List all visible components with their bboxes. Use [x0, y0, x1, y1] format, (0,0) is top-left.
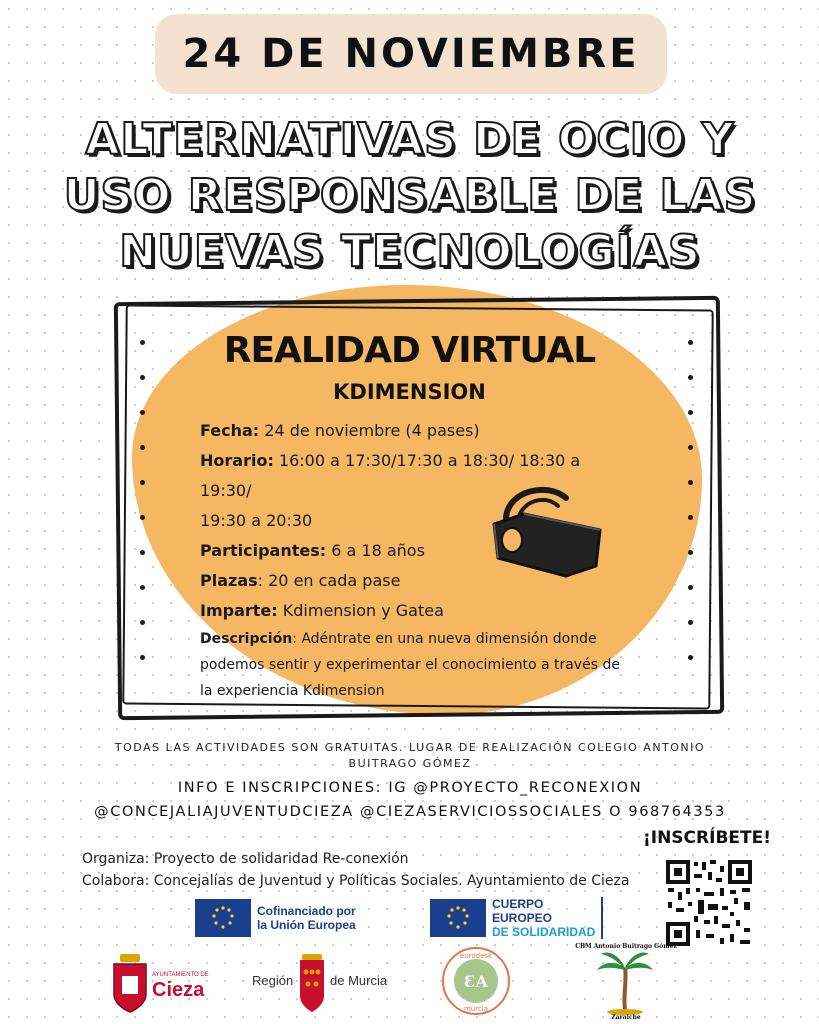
headline-line-2: USO RESPONSABLE DE LAS — [63, 170, 757, 221]
qr-code-icon[interactable] — [664, 858, 754, 948]
svg-text:ƐA: ƐA — [464, 972, 488, 991]
plazas-label: Plazas — [200, 571, 258, 590]
info-line-2: @CONCEJALIAJUVENTUDCIEZA @CIEZASERVICIOSSOCIALES O 968764353 — [94, 804, 726, 820]
cbm-bottom-text: Zaraiche — [611, 1014, 641, 1021]
eu-flag-icon — [195, 899, 251, 937]
headline — [60, 112, 760, 280]
horario-label: Horario: — [200, 451, 274, 470]
european-solidarity-corps-logo — [430, 898, 603, 938]
imparte-label: Imparte: — [200, 601, 278, 620]
ayuntamiento-cieza-logo — [110, 950, 210, 1014]
cieza-big-text: Cieza — [152, 979, 205, 1001]
horario-value-2: 19:30 a 20:30 — [200, 511, 313, 530]
participantes-value: 6 a 18 años — [326, 541, 425, 560]
plazas-value: : 20 en cada pase — [257, 571, 401, 590]
eu-flag-icon — [430, 899, 486, 937]
eu1-line-2: la Unión Europea — [257, 918, 356, 932]
cbm-antonio-buitrago-logo — [575, 940, 677, 1021]
participantes-label: Participantes: — [200, 541, 327, 560]
murcia-right-text: de Murcia — [330, 973, 388, 988]
cieza-small-text: AYUNTAMIENTO DE — [152, 972, 209, 978]
info-line-1: INFO E INSCRIPCIONES: IG @PROYECTO_RECONEXION — [177, 780, 643, 796]
activity-title: REALIDAD VIRTUAL — [223, 330, 596, 371]
activity-subtitle: KDIMENSION — [333, 380, 486, 404]
colabora-text: Colabora: Concejalías de Juventud y Políticas Sociales. Ayuntamiento de Cieza — [82, 873, 630, 889]
imparte-row — [200, 596, 630, 626]
fecha-value: 24 de noviembre (4 pases) — [259, 421, 480, 440]
inscribete-label: ¡INSCRÍBETE! — [643, 828, 771, 848]
descripcion-label: Descripción — [200, 631, 293, 647]
credits — [82, 848, 642, 892]
descripcion-row — [200, 626, 630, 704]
murcia-left-text: Región — [252, 973, 294, 988]
eurodesk-top-text: eurodesk — [459, 952, 493, 960]
free-note-line-1: TODAS LAS ACTIVIDADES SON GRATUITAS. LUGAR DE REALIZACIÓN COLEGIO ANTONIO — [114, 741, 706, 754]
eurodesk-murcia-logo — [440, 945, 512, 1017]
date-text: 24 DE NOVIEMBRE — [182, 31, 640, 77]
solidarity-corps-text — [492, 897, 603, 939]
descripcion-value: : Adéntrate en una nueva dimensión donde podemos sentir y experimentar el conocimiento a través de la experiencia Kdimension — [200, 631, 620, 699]
eu2-line-1: CUERPO — [492, 897, 544, 911]
eurodesk-bottom-text: murcia — [463, 1005, 489, 1013]
vr-headset-icon — [488, 480, 604, 580]
free-note-line-2: BUITRAGO GÓMEZ — [348, 757, 472, 770]
imparte-value: Kdimension y Gatea — [277, 601, 444, 620]
fecha-label: Fecha: — [200, 421, 260, 440]
headline-line-3: NUEVAS TECNOLOGÍAS — [119, 226, 701, 277]
free-activities-note — [60, 740, 760, 772]
eu2-line-2: EUROPEO — [492, 911, 553, 925]
cbm-text: CBM Antonio Buitrago Gómez — [575, 943, 677, 950]
organiza-text: Organiza: Proyecto de solidaridad Re-conexión — [82, 851, 409, 867]
date-banner — [155, 14, 667, 94]
eu1-line-1: Cofinanciado por — [257, 904, 356, 918]
headline-line-1: ALTERNATIVAS DE OCIO Y — [85, 114, 735, 165]
eu-cofinanced-text — [257, 904, 356, 932]
eu-cofinanced-logo — [195, 898, 356, 938]
eu2-line-3: DE SOLIDARIDAD — [492, 925, 596, 939]
horario-value: 16:00 a 17:30/17:30 a 18:30/ 18:30 a 19:30/ — [200, 451, 581, 500]
info-registration — [40, 776, 780, 824]
fecha-row — [200, 416, 630, 446]
region-de-murcia-logo — [250, 952, 400, 1014]
